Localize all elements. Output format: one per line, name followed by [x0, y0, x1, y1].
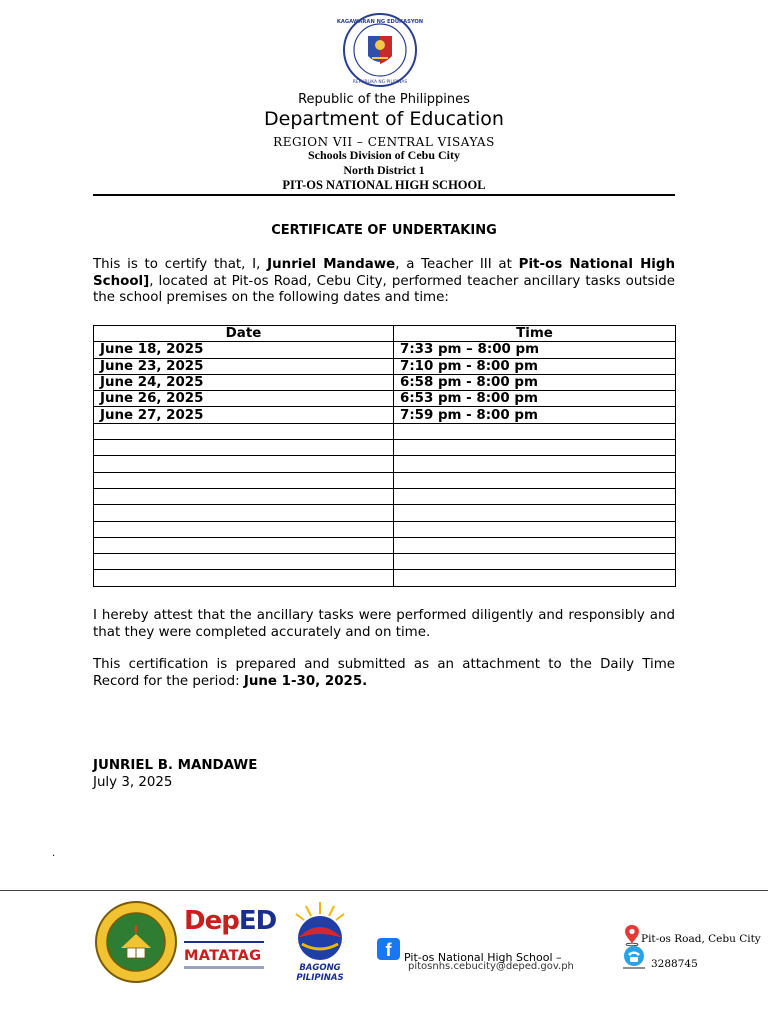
- svg-text:REPUBLIKA NG PILIPINAS: REPUBLIKA NG PILIPINAS: [352, 80, 408, 85]
- time-cell: [394, 505, 676, 521]
- signatory-name: JUNRIEL B. MANDAWE: [93, 758, 258, 773]
- date-cell: June 23, 2025: [94, 358, 394, 374]
- date-cell: [94, 537, 394, 553]
- time-cell: 7:33 pm – 8:00 pm: [394, 342, 676, 358]
- time-cell: [394, 440, 676, 456]
- table-row: [94, 505, 676, 521]
- header-division: Schools Division of Cebu City: [307, 148, 461, 162]
- matatag-wordmark: MATATAG: [184, 948, 262, 964]
- time-cell: [394, 521, 676, 537]
- time-cell: [394, 488, 676, 504]
- table-row: [94, 358, 676, 374]
- date-cell: [94, 423, 394, 439]
- school-name: Pit-os National High School]: [93, 257, 675, 289]
- table-row: [94, 456, 676, 472]
- signature-date: July 3, 2025: [93, 775, 173, 790]
- date-cell: June 18, 2025: [94, 342, 394, 358]
- date-cell: [94, 440, 394, 456]
- header-district: North District 1: [343, 163, 425, 177]
- date-cell: June 27, 2025: [94, 407, 394, 423]
- school-logo-icon: [93, 900, 179, 984]
- time-cell: [394, 570, 676, 586]
- table-row: [94, 407, 676, 423]
- header-department: Department of Education: [264, 108, 504, 130]
- table-header-row: [94, 326, 676, 342]
- table-row: [94, 570, 676, 586]
- date-cell: June 24, 2025: [94, 374, 394, 390]
- school-phone: 3288745: [651, 958, 698, 970]
- telephone-icon: [622, 945, 646, 969]
- date-time-table: [93, 325, 676, 587]
- date-cell: [94, 570, 394, 586]
- stray-mark: .: [52, 848, 56, 859]
- submission-paragraph: This certification is prepared and submitted as an attachment to the Daily Time Record for the period: June 1-30, 2025.: [93, 657, 675, 689]
- date-cell: [94, 554, 394, 570]
- table-row: [94, 391, 676, 407]
- date-cell: June 26, 2025: [94, 391, 394, 407]
- column-header-date: Date: [94, 326, 394, 342]
- svg-text:KAGAWARAN NG EDUKASYON: KAGAWARAN NG EDUKASYON: [336, 19, 424, 25]
- table-row: [94, 537, 676, 553]
- deped-seal-icon: [336, 12, 424, 88]
- table-row: [94, 374, 676, 390]
- table-row: [94, 488, 676, 504]
- bagong-pilipinas-logo: [276, 900, 364, 983]
- table-row: [94, 423, 676, 439]
- date-cell: [94, 472, 394, 488]
- table-row: [94, 472, 676, 488]
- table-row: [94, 440, 676, 456]
- time-cell: [394, 423, 676, 439]
- header-school: PIT-OS NATIONAL HIGH SCHOOL: [282, 178, 486, 192]
- bagong-pilipinas-label: BAGONG PILIPINAS: [296, 963, 344, 983]
- time-cell: 6:53 pm - 8:00 pm: [394, 391, 676, 407]
- column-header-time: Time: [394, 326, 676, 342]
- table-row: [94, 342, 676, 358]
- teacher-name: Junriel Mandawe: [267, 257, 396, 272]
- deped-matatag-logo: [184, 904, 277, 976]
- time-cell: 7:59 pm - 8:00 pm: [394, 407, 676, 423]
- table-row: [94, 554, 676, 570]
- certificate-title: CERTIFICATE OF UNDERTAKING: [271, 223, 497, 238]
- time-cell: [394, 472, 676, 488]
- dtr-period: June 1-30, 2025.: [243, 673, 368, 689]
- date-cell: [94, 505, 394, 521]
- header-republic: Republic of the Philippines: [298, 92, 470, 107]
- school-address: Pit-os Road, Cebu City: [641, 933, 761, 945]
- time-cell: 6:58 pm - 8:00 pm: [394, 374, 676, 390]
- email-address: pitosnhs.cebucity@deped.gov.ph: [408, 961, 574, 972]
- attest-paragraph: I hereby attest that the ancillary tasks were performed diligently and responsibly and that they were completed accurately and on time.: [93, 608, 675, 640]
- date-cell: [94, 521, 394, 537]
- time-cell: [394, 554, 676, 570]
- date-cell: [94, 456, 394, 472]
- time-cell: [394, 537, 676, 553]
- footer-divider: [0, 890, 768, 891]
- header-divider: [93, 194, 675, 196]
- facebook-page-link[interactable]: Pit-os National High School –: [404, 951, 562, 964]
- location-pin-icon: [622, 924, 642, 946]
- intro-paragraph: This is to certify that, I, Junriel Mandawe, a Teacher III at Pit-os National High School], located at Pit-os Road, Cebu City, performed teacher ancillary tasks outside the school premises on the following dates and time:: [93, 257, 675, 305]
- bagong-pilipinas-emblem: [276, 900, 364, 962]
- date-cell: [94, 488, 394, 504]
- header-region: REGION VII – CENTRAL VISAYAS: [273, 135, 495, 149]
- table-row: [94, 521, 676, 537]
- time-cell: [394, 456, 676, 472]
- facebook-icon[interactable]: f: [377, 938, 400, 960]
- deped-wordmark: DepED: [184, 906, 277, 936]
- time-cell: 7:10 pm - 8:00 pm: [394, 358, 676, 374]
